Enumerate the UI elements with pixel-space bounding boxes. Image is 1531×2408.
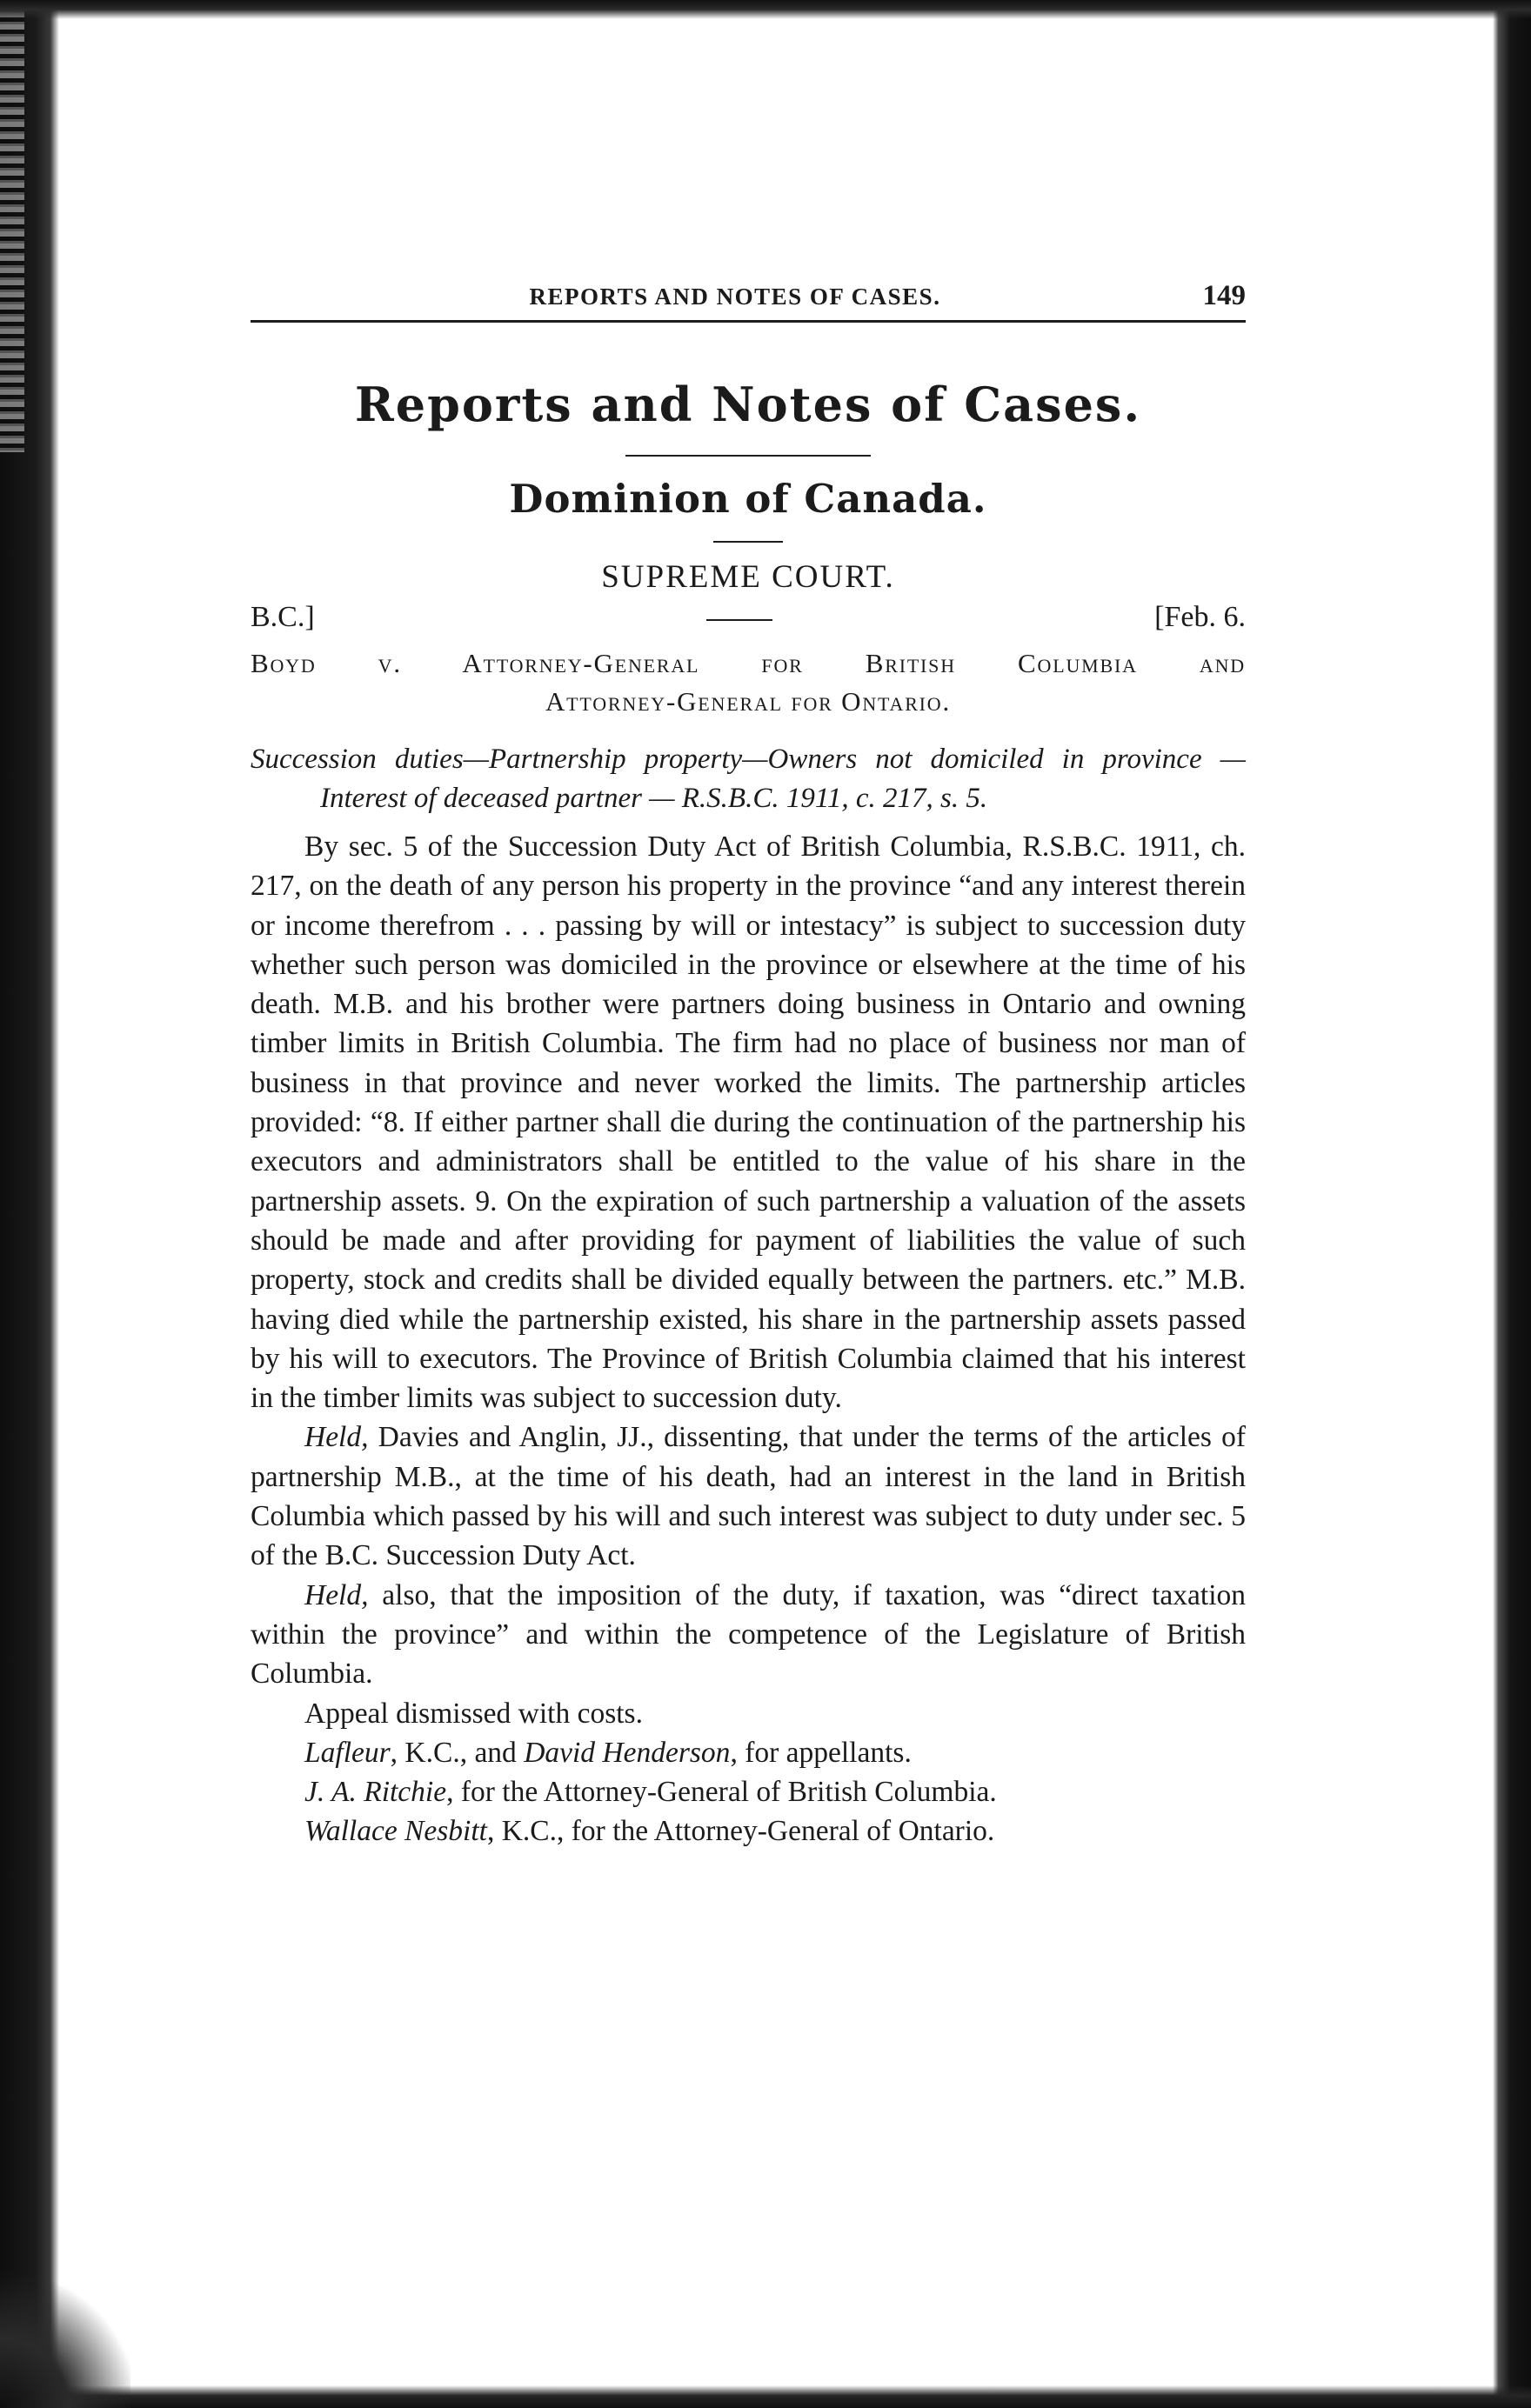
headnote: Succession duties—Partnership property—Owners not domiciled in province — Interest of deceased partner — R.S.B.C. 1911, c. 217, s. 5.: [251, 744, 1246, 814]
decision-date: [Feb. 6.: [1154, 601, 1246, 633]
docket-dash: [706, 619, 772, 621]
counsel-ag-british-columbia: [251, 1772, 1246, 1811]
holding-text-2: also, that the imposition of the duty, if taxation, was “direct taxation within the province” and within the competence of the Legislature of British Columbia.: [251, 1578, 1246, 1691]
counsel-appellants: [251, 1733, 1246, 1772]
holding-lead-2: Held,: [304, 1578, 369, 1611]
document-page: [251, 277, 1246, 1851]
case-caption-line-2: Attorney-General for Ontario.: [545, 686, 952, 717]
scan-border-right: [1493, 0, 1531, 2408]
holding-text: Davies and Anglin, JJ., dissenting, that under the terms of the articles of partnership M.B., at the time of his death, had an interest in the land in British Columbia which passed by his will and such interest was subject to duty under sec. 5 of the B.C. Succession Duty Act.: [251, 1421, 1246, 1572]
counsel-ag-ontario: [251, 1811, 1246, 1851]
scan-corner-shadow: [0, 2260, 130, 2408]
counsel-name: J. A. Ritchie: [304, 1776, 447, 1809]
counsel-joiner: , K.C., and: [390, 1736, 525, 1769]
scan-border-left-noise: [0, 0, 24, 452]
facts-paragraph: By sec. 5 of the Succession Duty Act of British Columbia, R.S.B.C. 1911, ch. 217, on the death of any person his property in the province “and any interest therein or income therefrom . . . passing by will or intestacy” is subject to succession duty whether such person was domiciled in the province or elsewhere at the time of his death. M.B. and his brother were partners doing business in Ontario and owning timber limits in British Columbia. The firm had no place of business nor man of business in that province and never worked the limits. The partnership articles provided: “8. If either partner shall die during the continuation of the partnership his executors and administrators shall be entitled to the value of his share in the partnership assets. 9. On the expiration of such partnership a valuation of the assets should be made and after providing for payment of liabilities the value of such property, stock and credits shall be divided equally between the partners. etc.” M.B. having died while the partnership existed, his share in the partnership assets passed by his will to executors. The Province of British Columbia claimed that his interest in the timber limits was subject to succession duty.: [251, 830, 1246, 1415]
jurisdiction-rule: [713, 541, 783, 543]
page-number: 149: [1202, 280, 1246, 311]
running-title: REPORTS AND NOTES OF CASES.: [529, 283, 941, 310]
province-tag: B.C.]: [251, 601, 315, 633]
disposition: Appeal dismissed with costs.: [304, 1697, 643, 1730]
counsel-name: Lafleur: [304, 1736, 391, 1769]
holding-paragraph-2: [251, 1576, 1246, 1694]
counsel-role: , K.C., for the Attorney-General of Ontario.: [486, 1815, 995, 1848]
counsel-role: , for appellants.: [730, 1736, 912, 1769]
case-caption: [251, 644, 1246, 721]
docket-line: [251, 601, 1246, 639]
counsel-name: Wallace Nesbitt: [304, 1815, 487, 1848]
section-title: Reports and Notes of Cases.: [354, 377, 1142, 432]
running-header: [251, 277, 1246, 323]
court-name: SUPREME COURT.: [601, 559, 895, 595]
counsel-name-2: David Henderson: [524, 1736, 731, 1769]
holding-lead: Held,: [304, 1421, 369, 1454]
title-rule: [625, 455, 871, 457]
case-caption-line-1: Boyd v. Attorney-General for British Columbia and: [251, 648, 1246, 678]
scan-border-top: [0, 0, 1531, 19]
holding-paragraph: [251, 1417, 1246, 1575]
jurisdiction-title: Dominion of Canada.: [509, 476, 987, 522]
scan-border-bottom: [0, 2385, 1531, 2408]
counsel-role: , for the Attorney-General of British Columbia.: [446, 1776, 997, 1809]
